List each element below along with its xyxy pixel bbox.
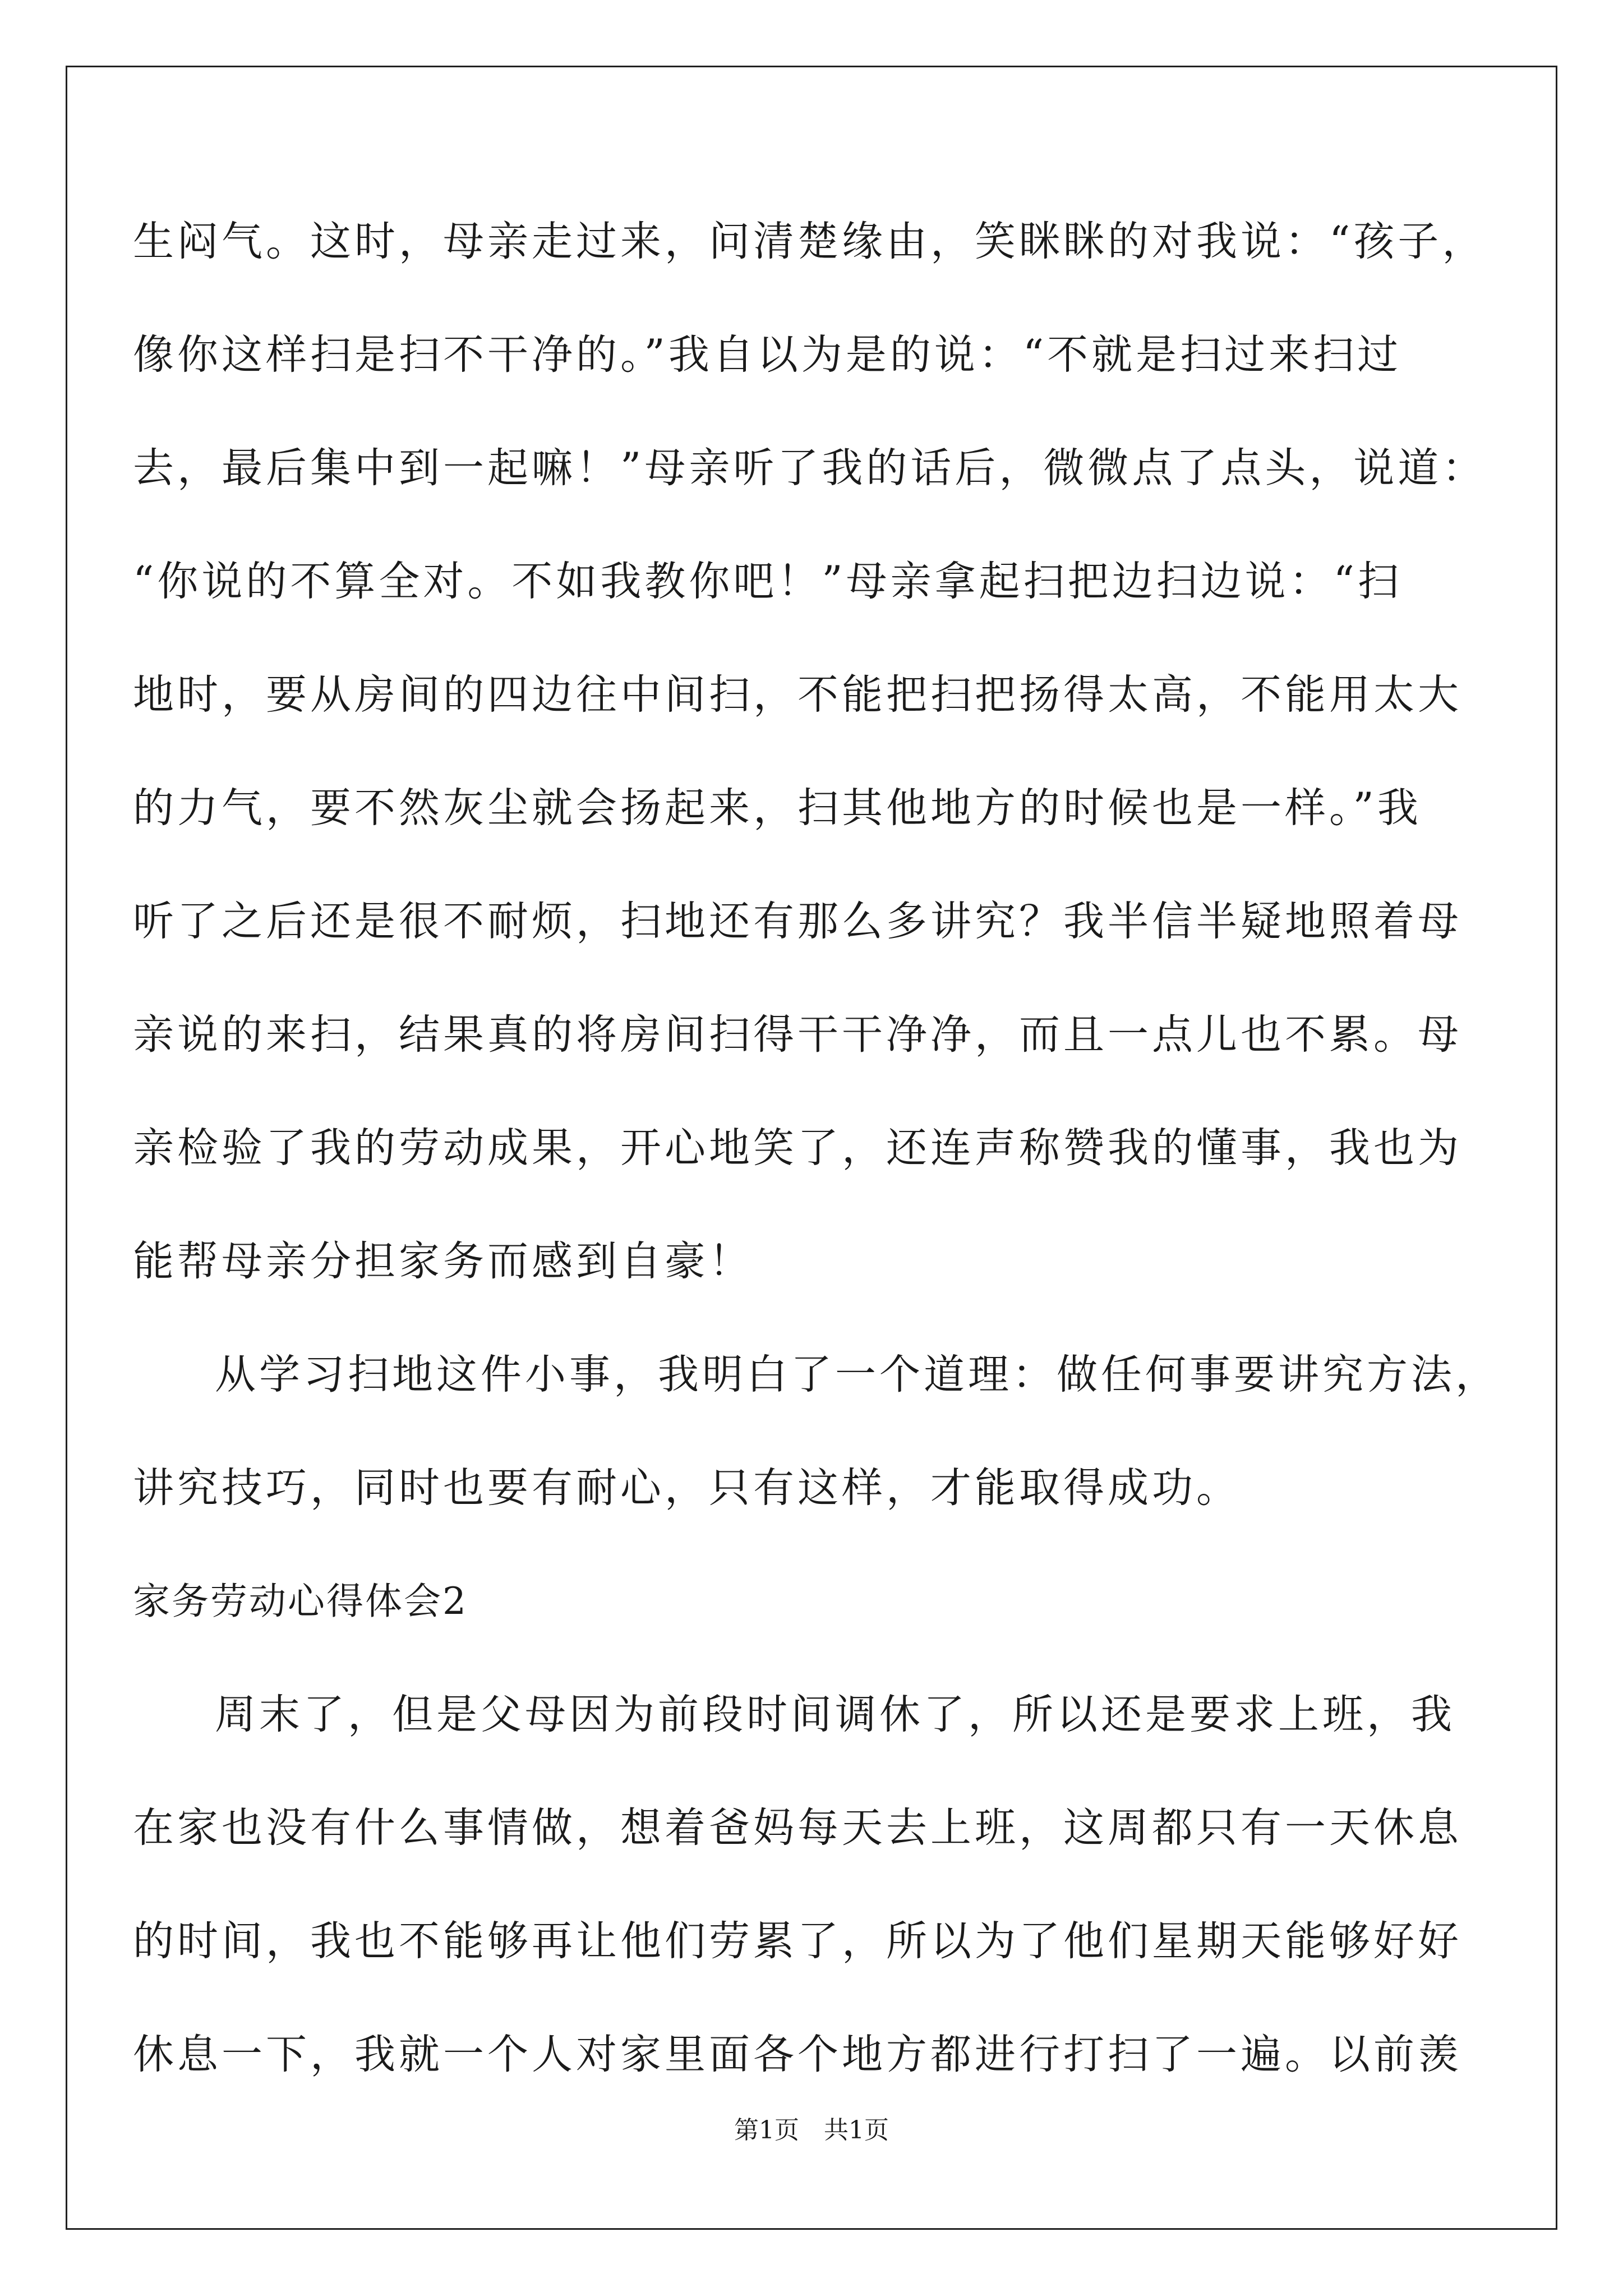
text-line: 休息一下，我就一个人对家里面各个地方都进行打扫了一遍。以前羡 — [133, 2031, 1462, 2078]
text-line: 的时间，我也不能够再让他们劳累了，所以为了他们星期天能够好好 — [133, 1917, 1462, 1965]
text-line: 的力气，要不然灰尘就会扬起来，扫其他地方的时候也是一样。”我 — [133, 784, 1422, 832]
text-line: 讲究技巧，同时也要有耐心，只有这样，才能取得成功。 — [133, 1464, 1241, 1512]
text-line: 去，最后集中到一起嘛！”母亲听了我的话后，微微点了点头，说道： — [133, 444, 1487, 492]
text-line: 在家也没有什么事情做，想着爸妈每天去上班，这周都只有一天休息 — [133, 1804, 1462, 1852]
text-line: 听了之后还是很不耐烦，扫地还有那么多讲究？我半信半疑地照着母 — [133, 898, 1462, 945]
text-line: 亲检验了我的劳动成果，开心地笑了，还连声称赞我的懂事，我也为 — [133, 1124, 1462, 1172]
paragraph-2 — [133, 1318, 1500, 1545]
paragraph-3 — [133, 1658, 1490, 2111]
text-line: 从学习扫地这件小事，我明白了一个道理：做任何事要讲究方法， — [215, 1351, 1500, 1398]
text-line: 能帮母亲分担家务而感到自豪！ — [133, 1237, 753, 1285]
page-number-footer: 第1页 共1页 — [734, 2116, 889, 2145]
section-heading: 家务劳动心得体会2 — [133, 1580, 468, 1623]
document-body — [133, 185, 1500, 2111]
text-line: 周末了，但是父母因为前段时间调休了，所以还是要求上班，我 — [215, 1691, 1455, 1738]
text-line: 生闷气。这时，母亲走过来，问清楚缘由，笑眯眯的对我说：“孩子， — [133, 218, 1487, 265]
paragraph-1 — [133, 185, 1490, 1318]
text-line: “你说的不算全对。不如我教你吧！”母亲拿起扫把边扫边说：“扫 — [133, 558, 1402, 605]
text-line: 像你这样扫是扫不干净的。”我自以为是的说：“不就是扫过来扫过 — [133, 331, 1402, 379]
text-line: 亲说的来扫，结果真的将房间扫得干干净净，而且一点儿也不累。母 — [133, 1011, 1462, 1059]
text-line: 地时，要从房间的四边往中间扫，不能把扫把扬得太高，不能用太大 — [133, 671, 1462, 719]
